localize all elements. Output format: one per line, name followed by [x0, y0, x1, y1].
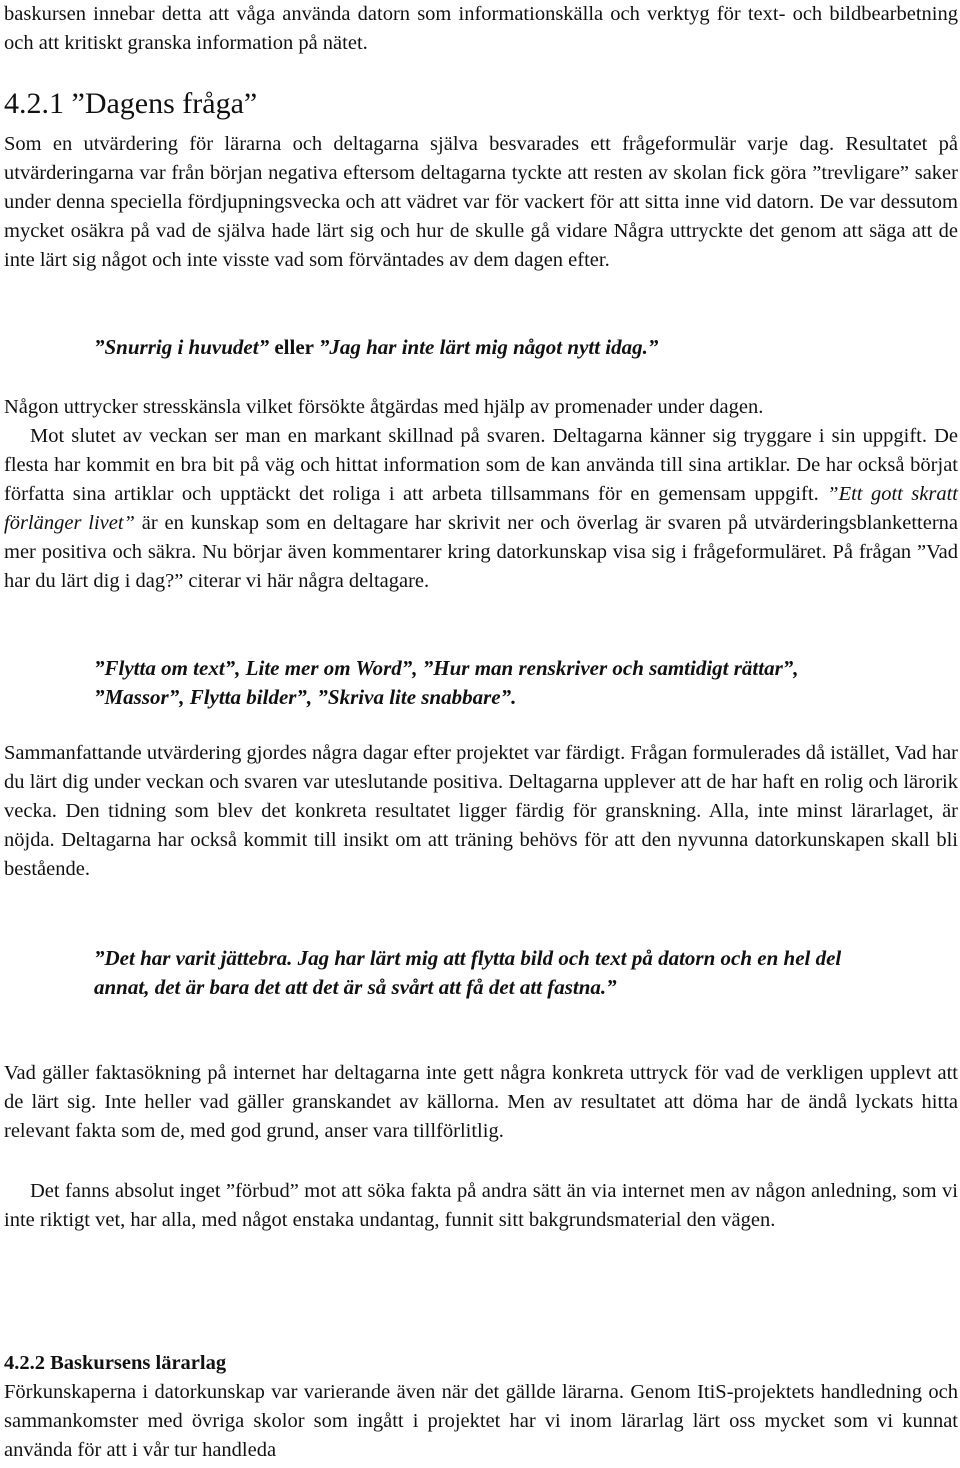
- summary-evaluation-paragraph: Sammanfattande utvärdering gjordes några dagar efter projektet var färdigt. Frågan formulerades då istället, Vad har du lärt dig under veckan och svaren var uteslutande positiva. Deltagarna upplever att de har haft en rolig och lärorik vecka. Den tidning som blev det konkreta resultatet ligger färdig för granskning. Alla, inte minst lärarlaget, är nöjda. Deltagarna har också kommit till insikt om att träning behövs för att den nyvunna datorkunskapen skall bli bestående.: [4, 742, 958, 880]
- quote-part-b: ”Jag har inte lärt mig något nytt idag.”: [318, 335, 659, 359]
- end-of-week-text-continued: är en kunskap som en deltagare har skrivit ner och överlag är svaren på utvärderingsblanketterna mer positiva och säkra. Nu börjar även kommentarer kring datorkunskap visa sig i frågeformuläret. På frågan ”Vad har du lärt dig i dag?” citerar vi här några deltagare.: [4, 512, 958, 592]
- participant-quote-great: ”Det har varit jättebra. Jag har lärt mig att flytta bild och text på datorn och en hel del annat, det är bara det att det är så svårt att få det att fastna.”: [94, 946, 842, 999]
- participant-quote-confused: [94, 333, 874, 362]
- teacher-team-paragraph: Förkunskaperna i datorkunskap var varierande även när det gällde lärarna. Genom ItiS-projektets handledning och sammankomster med övriga skolor som ingått i projektet har vi inom lärarlag lärt oss mycket som vi kunnat använda för att i vår tur handleda: [4, 1381, 958, 1461]
- end-of-week-text: Mot slutet av veckan ser man en markant skillnad på svaren. Deltagarna känner sig tryggare i sin uppgift. De flesta har kommit en bra bit på väg och hittat information som de kan använda till sina artiklar. De har också börjat författa sina artiklar och upptäckt det roliga i att arbeta tillsammans för en gemensam uppgift.: [4, 425, 958, 505]
- no-ban-paragraph: Det fanns absolut inget ”förbud” mot att söka fakta på andra sätt än via internet men av någon anledning, som vi inte riktigt vet, har alla, med något enstaka undantag, funnit sitt bakgrundsmaterial den vägen.: [4, 1180, 958, 1231]
- section-heading-4-2-2: 4.2.2 Baskursens lärarlag: [4, 1352, 227, 1374]
- quote-conjunction: eller: [269, 335, 319, 359]
- participant-quote-learned-list: ”Flytta om text”, Lite mer om Word”, ”Hur man renskriver och samtidigt rättar”, ”Massor”, Flytta bilder”, ”Skriva lite snabbare”.: [94, 656, 799, 709]
- fact-search-paragraph: Vad gäller faktasökning på internet har deltagarna inte gett några konkreta uttryck för vad de verkligen upplevt att de lärt sig. Inte heller vad gäller granskandet av källorna. Men av resultatet att döma har de ändå lyckats hitta relevant fakta som de, med god grund, anser vara tillförlitlig.: [4, 1062, 958, 1142]
- section-heading-4-2-1: 4.2.1 ”Dagens fråga”: [4, 87, 258, 120]
- stress-sentence: Någon uttrycker stresskänsla vilket försökte åtgärdas med hjälp av promenader under dagen.: [4, 396, 764, 418]
- intro-paragraph: baskursen innebar detta att våga använda datorn som informationskälla och verktyg för text- och bildbearbetning och att kritiskt granska information på nätet.: [4, 3, 958, 54]
- quote-part-a: ”Snurrig i huvudet”: [94, 335, 270, 359]
- laughter-quote: ”Ett gott skratt förlänger livet”: [4, 483, 959, 534]
- end-of-week-paragraph: [4, 422, 958, 596]
- evaluation-paragraph: Som en utvärdering för lärarna och deltagarna själva besvarades ett frågeformulär varje dag. Resultatet på utvärderingarna var från början negativa eftersom deltagarna tyckte att resten av skolan fick göra ”trevligare” saker under denna speciella fördjupningsvecka och att vädret var för vackert för att sitta inne vid datorn. De var dessutom mycket osäkra på vad de själva hade lärt sig och hur de skulle gå vidare Några uttryckte det genom att säga att de inte lärt sig något och inte visste vad som förväntades av dem dagen efter.: [4, 133, 958, 271]
